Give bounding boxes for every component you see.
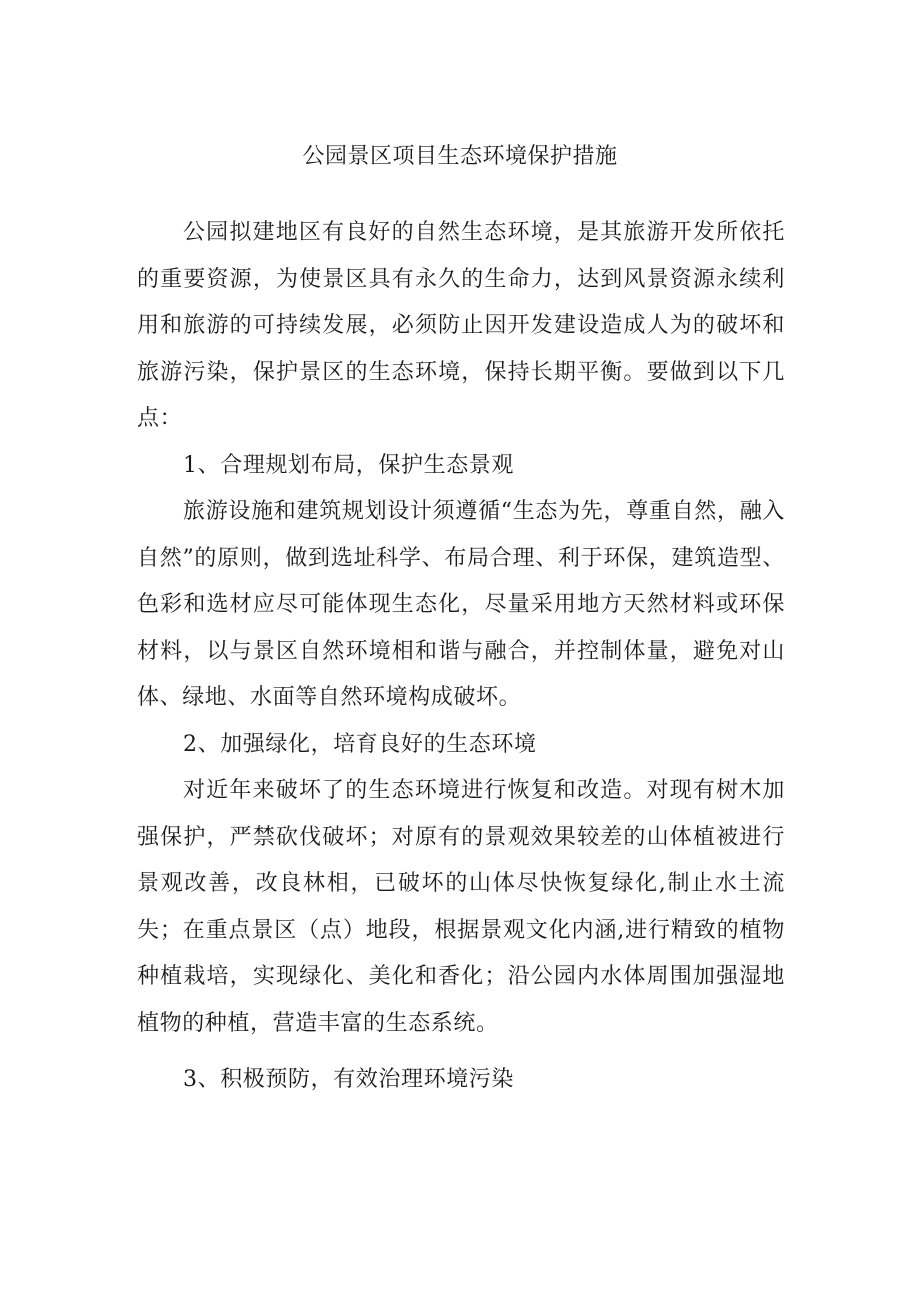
- intro-paragraph: 公园拟建地区有良好的自然生态环境，是其旅游开发所依托的重要资源，为使景区具有永久的生命力，达到风景资源永续利用和旅游的可持续发展，必须防止因开发建设造成人为的破坏和旅游污染，保护景区的生态环境，保持长期平衡。要做到以下几点：: [137, 220, 785, 431]
- section-paragraph-1: 旅游设施和建筑规划设计须遵循“生态为先，尊重自然，融入自然”的原则，做到选址科学、布局合理、利于环保，建筑造型、色彩和选材应尽可能体现生态化，尽量采用地方天然材料或环保材料，以与景区自然环境相和谐与融合，并控制体量，避免对山体、绿地、水面等自然环境构成破坏。: [137, 499, 785, 710]
- document-title: 公园景区项目生态环境保护措施: [302, 144, 618, 169]
- section-heading-3: 3、积极预防，有效治理环境污染: [183, 1067, 514, 1092]
- section-heading-2: 2、加强绿化，培育良好的生态环境: [183, 731, 537, 757]
- section-paragraph-2: 对近年来破坏了的生态环境进行恢复和改造。对现有树木加强保护，严禁砍伐破坏；对原有的景观效果较差的山体植被进行景观改善，改良林相，已破坏的山体尽快恢复绿化,制止水土流失；在重点景区（点）地段，根据景观文化内涵,进行精致的植物种植栽培，实现绿化、美化和香化；沿公园内水体周围加强湿地植物的种植，营造丰富的生态系统。: [137, 778, 785, 1036]
- document-body: [137, 210, 785, 1104]
- section-heading-1: 1、合理规划布局，保护生态景观: [183, 452, 514, 478]
